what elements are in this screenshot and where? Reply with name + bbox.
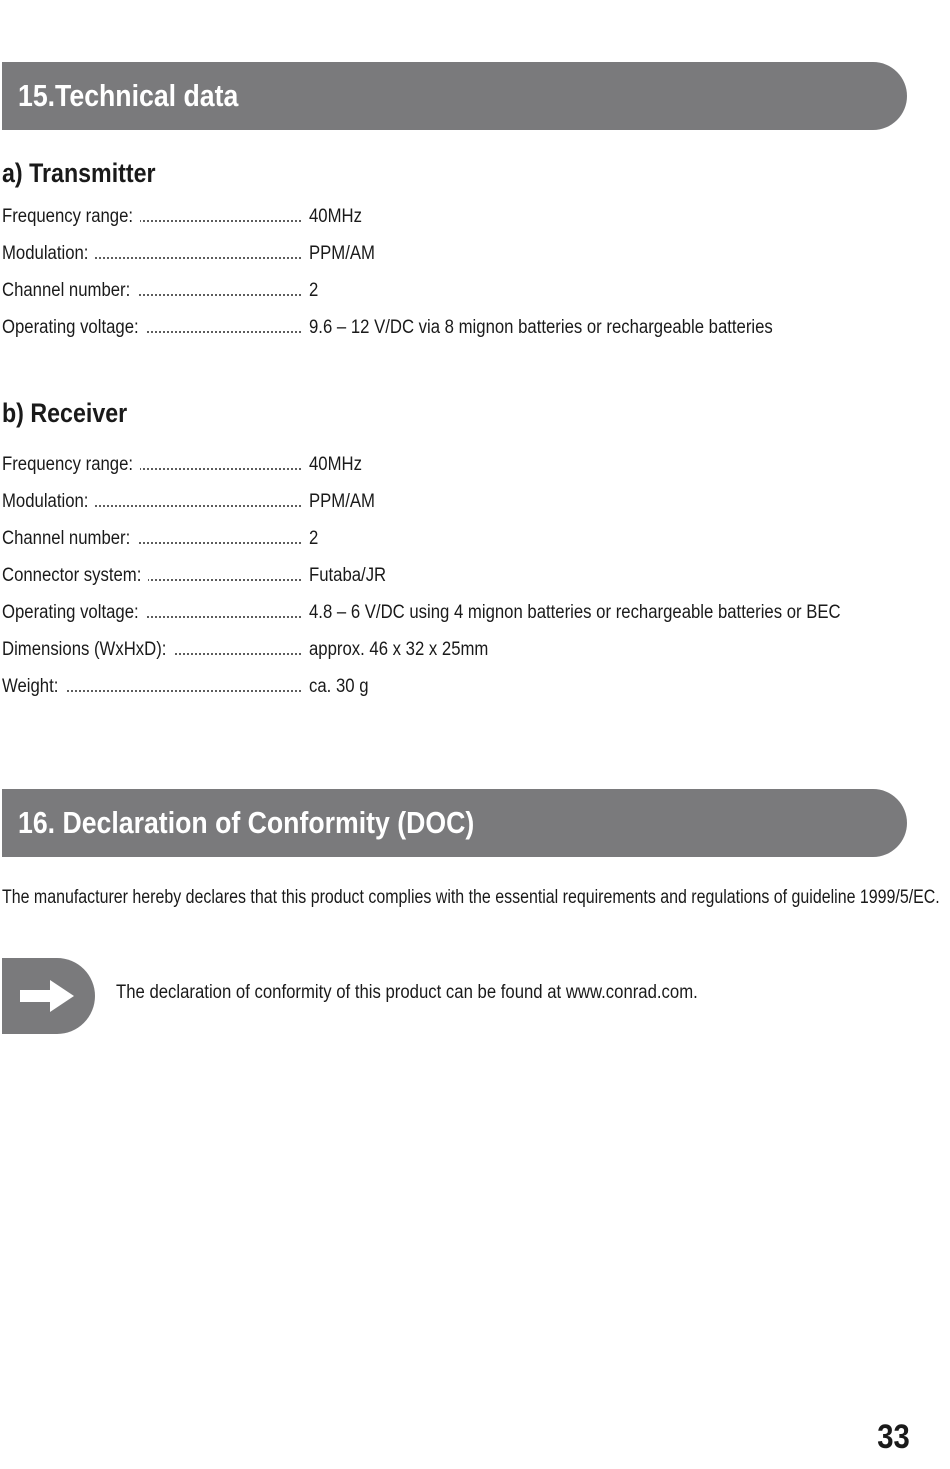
dot-leader [140,468,302,470]
dot-leader [148,579,302,581]
conformity-note [2,958,942,1034]
spec-value: 40MHz [309,206,362,227]
spec-label: Frequency range: [2,454,302,476]
spec-label: Modulation: [2,243,302,265]
dot-leader [65,690,302,692]
conformity-note-text: The declaration of conformity of this product can be found at www.conrad.com. [116,982,698,1003]
section-15-banner [2,62,907,130]
spec-value: PPM/AM [309,243,375,264]
section-16-title: 16. Declaration of Conformity (DOC) [18,805,475,840]
spec-label: Modulation: [2,491,302,513]
dot-leader [95,505,302,507]
spec-label: Operating voltage: [2,317,302,339]
dot-leader [173,653,302,655]
arrow-right-icon [2,958,95,1034]
spec-value: 2 [309,528,319,549]
spec-row [2,528,942,554]
spec-row [2,491,942,517]
spec-label: Dimensions (WxHxD): [2,639,302,661]
spec-value: ca. 30 g [309,676,369,697]
conformity-paragraph: The manufacturer hereby declares that this product complies with the essential requirements and regulations of guideline 1999/5/EC. [2,887,940,908]
spec-row [2,602,942,628]
spec-value: 4.8 – 6 V/DC using 4 mignon batteries or rechargeable batteries or BEC [309,602,841,623]
spec-label: Channel number: [2,280,302,302]
transmitter-heading: a) Transmitter [2,158,156,188]
dot-leader [145,616,302,618]
spec-row [2,206,942,232]
spec-row [2,280,942,306]
spec-value: 9.6 – 12 V/DC via 8 mignon batteries or rechargeable batteries [309,317,773,338]
receiver-heading: b) Receiver [2,398,128,428]
dot-leader [145,331,302,333]
spec-value: approx. 46 x 32 x 25mm [309,639,489,660]
spec-label: Weight: [2,676,302,698]
spec-row [2,317,942,343]
dot-leader [140,220,302,222]
dot-leader [137,542,302,544]
dot-leader [95,257,302,259]
spec-value: 2 [309,280,319,301]
spec-row [2,565,942,591]
section-16-banner [2,789,907,857]
page-number: 33 [877,1418,910,1456]
dot-leader [137,294,302,296]
spec-label: Operating voltage: [2,602,302,624]
spec-value: 40MHz [309,454,362,475]
section-15-title: 15.Technical data [18,78,239,113]
spec-value: Futaba/JR [309,565,387,586]
spec-label: Frequency range: [2,206,302,228]
spec-row [2,454,942,480]
spec-row [2,639,942,665]
spec-label: Channel number: [2,528,302,550]
spec-label: Connector system: [2,565,302,587]
spec-row [2,676,942,702]
spec-value: PPM/AM [309,491,375,512]
spec-row [2,243,942,269]
